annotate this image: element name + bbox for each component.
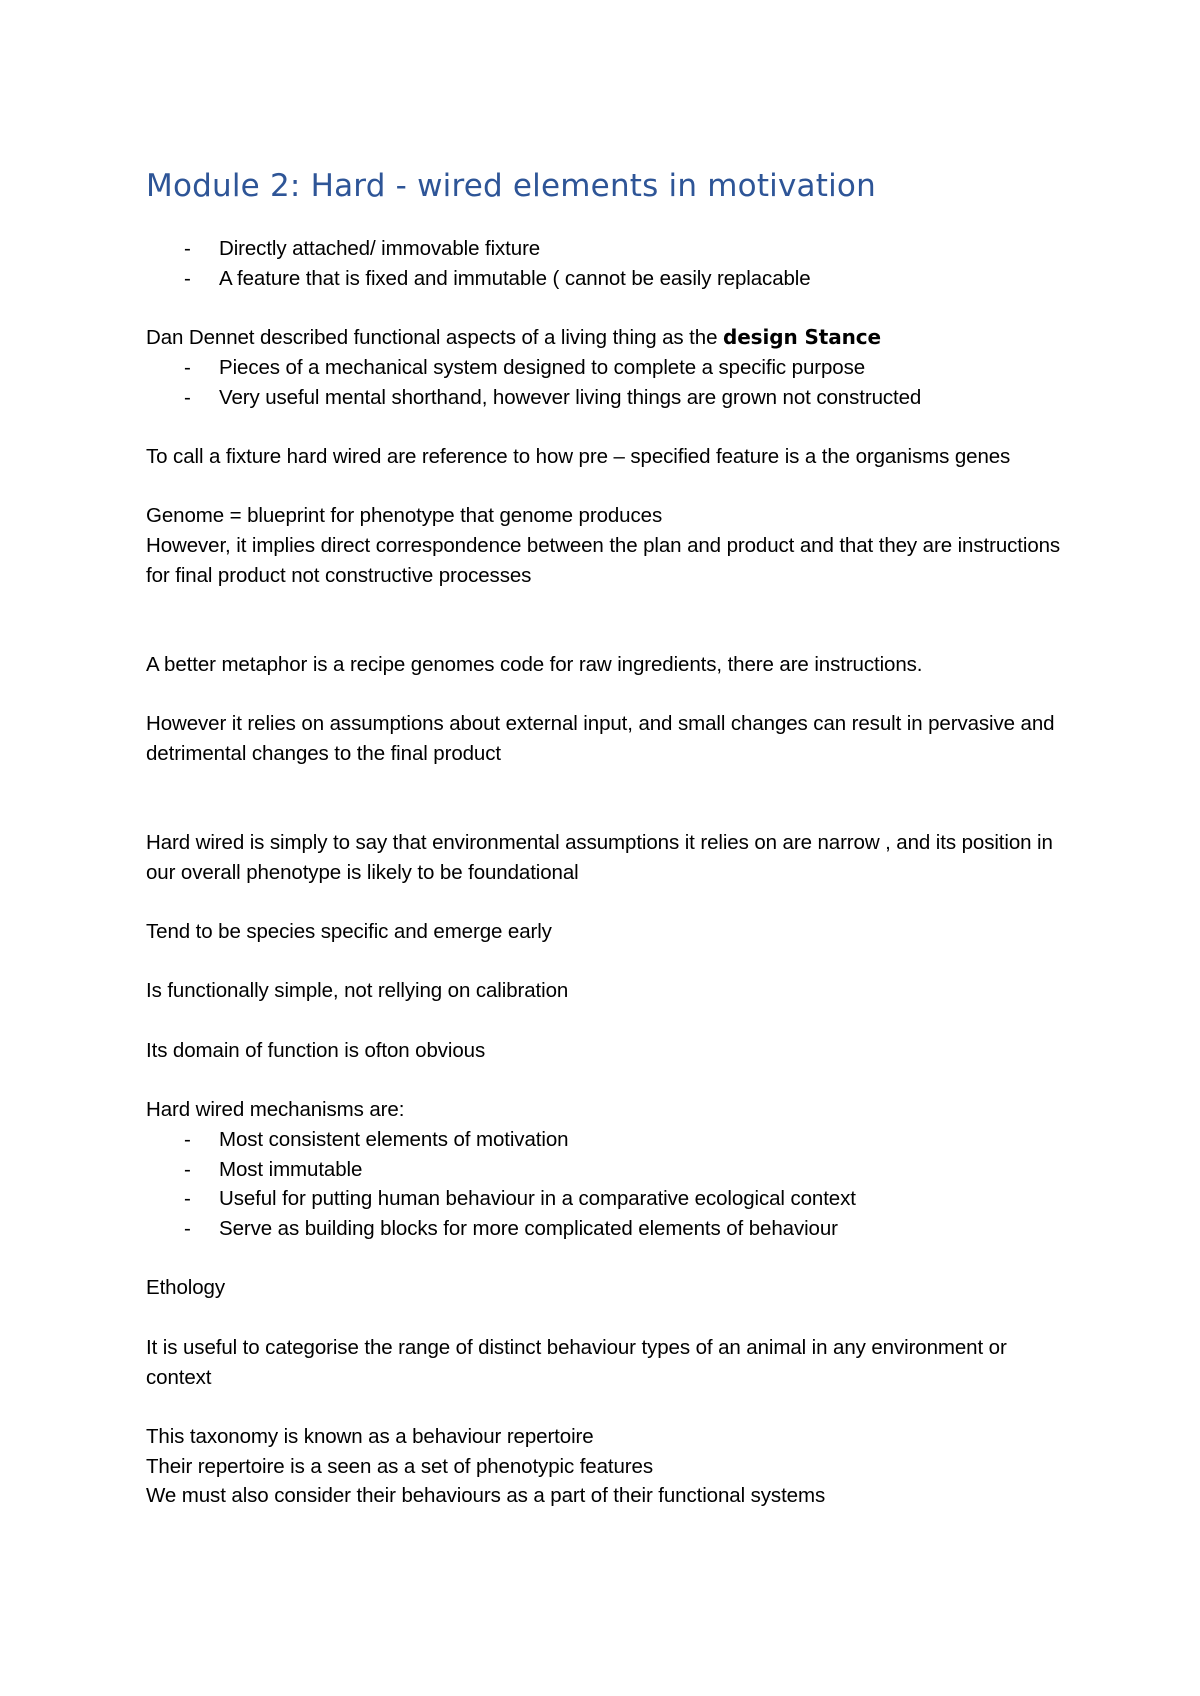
genome-paragraph-2: However, it implies direct correspondence between the plan and product and that they are instructions for final product not constructive processes: [146, 533, 1061, 587]
taxonomy-paragraph-1: This taxonomy is known as a behaviour repertoire: [146, 1424, 594, 1448]
dash-bullet: -: [184, 266, 191, 290]
taxonomy-paragraph-2: Their repertoire is a seen as a set of phenotypic features: [146, 1454, 653, 1478]
document-body: [146, 164, 1076, 1511]
list-item-text: Very useful mental shorthand, however living things are grown not constructed: [219, 385, 922, 409]
list-item: [146, 1184, 1076, 1214]
mechanisms-heading: Hard wired mechanisms are:: [146, 1098, 405, 1122]
dennet-paragraph: [146, 323, 1076, 353]
list-item-text: Most immutable: [219, 1157, 363, 1181]
dash-bullet: -: [184, 1217, 191, 1241]
list-item-text: Useful for putting human behaviour in a comparative ecological context: [219, 1187, 856, 1211]
list-item: [146, 1125, 1076, 1155]
intro-list: [146, 234, 1076, 293]
genome-paragraph-1: Genome = blueprint for phenotype that genome produces: [146, 504, 663, 528]
assumptions-paragraph: However it relies on assumptions about external input, and small changes can result in pervasive and detrimental changes to the final product: [146, 712, 1055, 765]
list-item-text: Directly attached/ immovable fixture: [219, 237, 541, 260]
list-item-text: Serve as building blocks for more complicated elements of behaviour: [219, 1217, 838, 1241]
list-item-text: A feature that is fixed and immutable ( cannot be easily replacable: [219, 266, 811, 290]
list-item: [146, 1155, 1076, 1185]
dennet-list: [146, 353, 1076, 412]
mechanisms-list: [146, 1125, 1076, 1244]
dennet-text: Dan Dennet described functional aspects of a living thing as the: [146, 326, 723, 350]
list-item: [146, 264, 1076, 294]
dash-bullet: -: [184, 355, 191, 379]
page-title: Module 2: Hard - wired elements in motivation: [146, 168, 876, 204]
dash-bullet: -: [184, 1157, 191, 1181]
list-item-text: Pieces of a mechanical system designed to complete a specific purpose: [219, 355, 866, 379]
list-item-text: Most consistent elements of motivation: [219, 1127, 569, 1151]
categorise-paragraph: It is useful to categorise the range of distinct behaviour types of an animal in any environment or context: [146, 1335, 1007, 1389]
list-item: [146, 383, 1076, 413]
dash-bullet: -: [184, 385, 191, 409]
list-item: [146, 353, 1076, 383]
species-paragraph: Tend to be species specific and emerge early: [146, 920, 552, 944]
hard-wired-reference-paragraph: To call a fixture hard wired are reference to how pre – specified feature is a the organisms genes: [146, 444, 1011, 468]
list-item: [146, 234, 1076, 264]
taxonomy-paragraph-3: We must also consider their behaviours as a part of their functional systems: [146, 1484, 826, 1508]
list-item: [146, 1214, 1076, 1244]
dash-bullet: -: [184, 237, 191, 260]
dash-bullet: -: [184, 1127, 191, 1151]
design-stance-term: design Stance: [722, 325, 881, 350]
ethology-heading: Ethology: [146, 1276, 225, 1300]
recipe-paragraph: A better metaphor is a recipe genomes code for raw ingredients, there are instructions.: [146, 652, 923, 676]
narrow-paragraph: Hard wired is simply to say that environmental assumptions it relies on are narrow , and its position in our overall phenotype is likely to be foundational: [146, 830, 1053, 884]
domain-paragraph: Its domain of function is ofton obvious: [146, 1038, 486, 1062]
dash-bullet: -: [184, 1187, 191, 1211]
simple-paragraph: Is functionally simple, not rellying on calibration: [146, 979, 569, 1003]
